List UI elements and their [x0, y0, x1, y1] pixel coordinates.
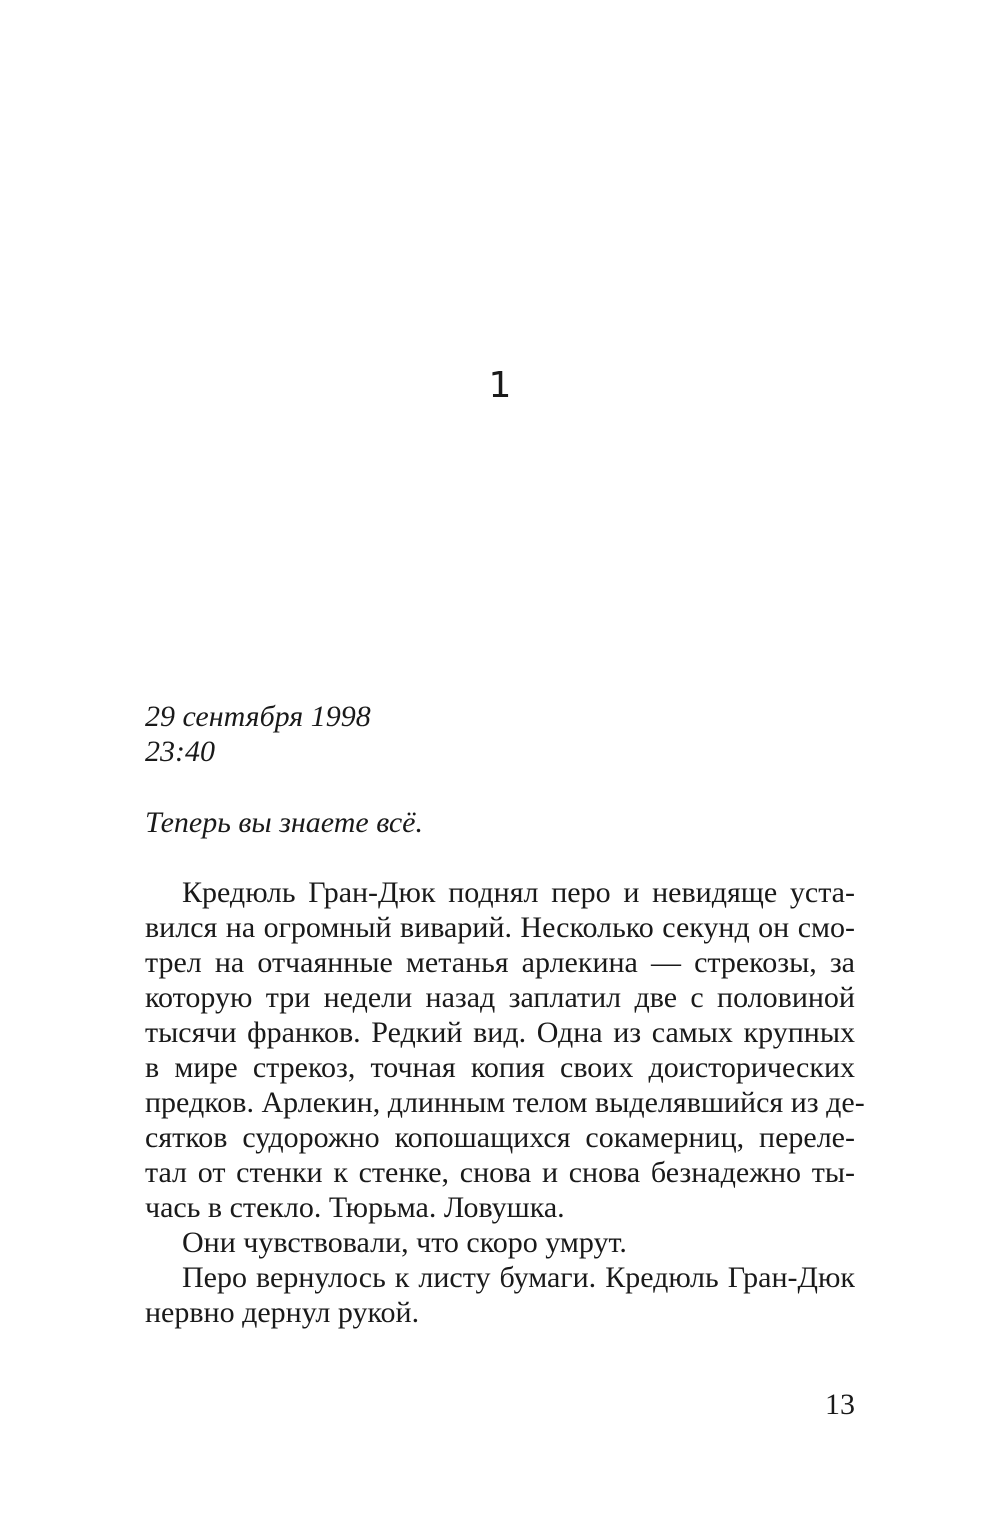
text-line: Они чувствовали, что скоро умрут.: [182, 1226, 627, 1259]
text-line: трел на отчаянные метанья арлекина — стрекозы, за: [145, 946, 855, 979]
paragraph-2: [145, 1225, 855, 1260]
text-line: чась в стекло. Тюрьма. Ловушка.: [145, 1191, 565, 1224]
text-line: нервно дернул рукой.: [145, 1296, 420, 1329]
text-line: предков. Арлекин, длинным телом выделявшийся из де-: [145, 1086, 865, 1119]
text-line: вился на огромный виварий. Несколько секунд он смо-: [145, 911, 855, 944]
text-line: которую три недели назад заплатил две с половиной: [145, 981, 855, 1014]
text-line: Кредюль Гран-Дюк поднял перо и невидяще уста-: [182, 876, 855, 909]
epigraph: Теперь вы знаете всё.: [145, 806, 423, 839]
dateline-date: 29 сентября 1998: [145, 700, 371, 733]
body-text: [145, 875, 865, 1330]
text-line: в мире стрекоз, точная копия своих доисторических: [145, 1051, 855, 1084]
dateline: [145, 699, 855, 769]
paragraph-3: [145, 1260, 855, 1330]
text-line: сятков судорожно копошащихся сокамерниц, переле-: [145, 1121, 855, 1154]
text-line: тысячи франков. Редкий вид. Одна из самых крупных: [145, 1016, 855, 1049]
text-line: Перо вернулось к листу бумаги. Кредюль Гран-Дюк: [182, 1261, 855, 1294]
text-line: тал от стенки к стенке, снова и снова безнадежно ты-: [145, 1156, 855, 1189]
dateline-time: 23:40: [145, 735, 215, 768]
chapter-number: 1: [488, 365, 512, 406]
page-number: 13: [825, 1388, 855, 1421]
paragraph-1: [145, 875, 865, 1225]
